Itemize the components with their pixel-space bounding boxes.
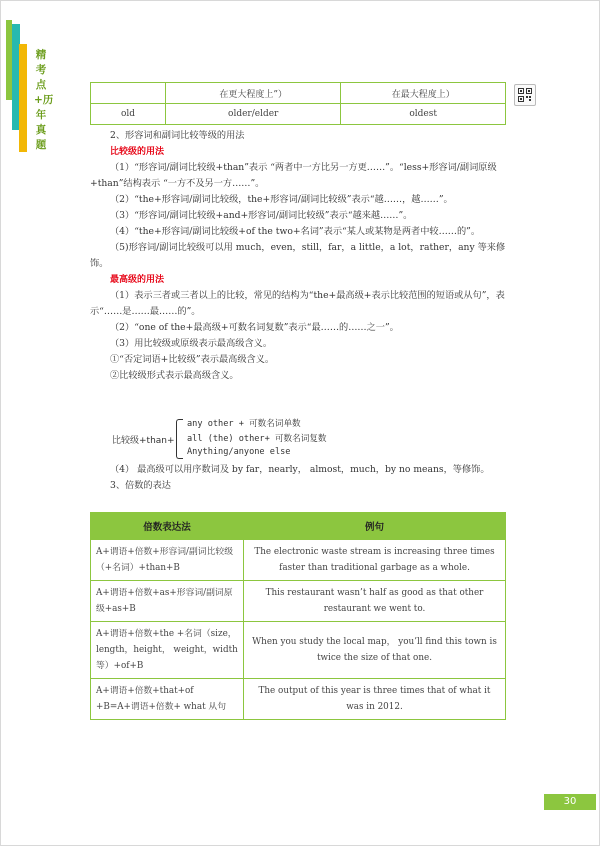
table-row (91, 540, 506, 581)
formula-cell: A+谓语+倍数+形容词/副词比较级（+名词）+than+B (91, 540, 244, 581)
page-number: 30 (544, 794, 596, 810)
paragraph: （1）“形容词/副词比较级+than”表示 “两者中一方比另一方更……”。“less+形容词/副词原级+than”结构表示 “一方不及另一方……”。 (90, 162, 497, 189)
section-2-content (90, 128, 506, 384)
table-cell (91, 83, 166, 104)
example-cell: When you study the local map， you’ll find this town is twice the size of that one. (244, 622, 506, 679)
paragraph: （1）表示三者或三者以上的比较，常见的结构为“the+最高级+表示比较范围的短语或从句”，表示“……是……最……的”。 (90, 290, 505, 317)
section-heading: 2、形容词和副词比较等级的用法 (110, 130, 245, 141)
table-cell: 在更大程度上”） (166, 83, 341, 104)
paragraph: （5)形容词/副词比较级可以用 much，even，still，far，a little，a lot，rather，any 等来修饰。 (90, 242, 506, 269)
table-row (91, 104, 506, 125)
qr-code-icon[interactable] (514, 84, 536, 106)
table-cell: oldest (341, 104, 506, 125)
example-cell: The output of this year is three times that of what it was in 2012. (244, 679, 506, 720)
superlative-heading: 最高级的用法 (110, 275, 165, 285)
paragraph: （4） 最高级可以用序数词及 by far，nearly， almost，much，by no means，等修饰。 (110, 464, 490, 475)
section-2-tail (90, 462, 506, 494)
column-header: 例句 (244, 513, 506, 540)
multiples-table (90, 512, 506, 720)
table-cell: older/elder (166, 104, 341, 125)
paragraph: （4）“the+形容词/副词比较级+of the two+名词”表示“某人或某物是两者中较……的”。 (110, 226, 481, 237)
bracket-option: Anything/anyone else (187, 447, 291, 457)
decor-bar-yellow (19, 44, 27, 152)
bracket-option: any other + 可数名词单数 (187, 419, 301, 429)
table-cell: 在最大程度上） (341, 83, 506, 104)
bracket-label: 比较级+than+ (112, 436, 175, 446)
table-cell: old (91, 104, 166, 125)
table-header-row (91, 513, 506, 540)
example-cell: This restaurant wasn’t half as good as that other restaurant we went to. (244, 581, 506, 622)
table-row (91, 679, 506, 720)
sidebar-title: 精考点+历年真题 (34, 49, 54, 151)
formula-cell: A+谓语+倍数+that+of +B=A+谓语+倍数+ what 从句 (91, 679, 244, 720)
formula-cell: A+谓语+倍数+as+形容词/副词原级+as+B (91, 581, 244, 622)
paragraph: （2）“the+形容词/副词比较级，the+形容词/副词比较级”表示“越……，越……”。 (110, 194, 453, 205)
example-cell: The electronic waste stream is increasing three times faster than traditional garbage as a whole. (244, 540, 506, 581)
paragraph: ②比较级形式表示最高级含义。 (110, 370, 239, 381)
paragraph: （2）“one of the+最高级+可数名词复数”表示“最……的……之一”。 (110, 322, 399, 333)
comparison-forms-table (90, 82, 506, 125)
comparative-heading: 比较级的用法 (110, 147, 165, 157)
formula-cell: A+谓语+倍数+the +名词（size，length，height， weight，width 等）+of+B (91, 622, 244, 679)
paragraph: （3）“形容词/副词比较级+and+形容词/副词比较级”表示“越来越……”。 (110, 210, 413, 221)
table-row (91, 83, 506, 104)
paragraph: （3）用比较级或原级表示最高级含义。 (110, 338, 273, 349)
table-row (91, 581, 506, 622)
bracket-option: all (the) other+ 可数名词复数 (187, 434, 327, 444)
bracket-structure (112, 417, 352, 461)
brace-icon (176, 419, 183, 459)
table-row (91, 622, 506, 679)
section-heading: 3、倍数的表达 (110, 480, 171, 491)
paragraph: ①“否定词语+比较级”表示最高级含义。 (110, 354, 275, 365)
column-header: 倍数表达法 (91, 513, 244, 540)
